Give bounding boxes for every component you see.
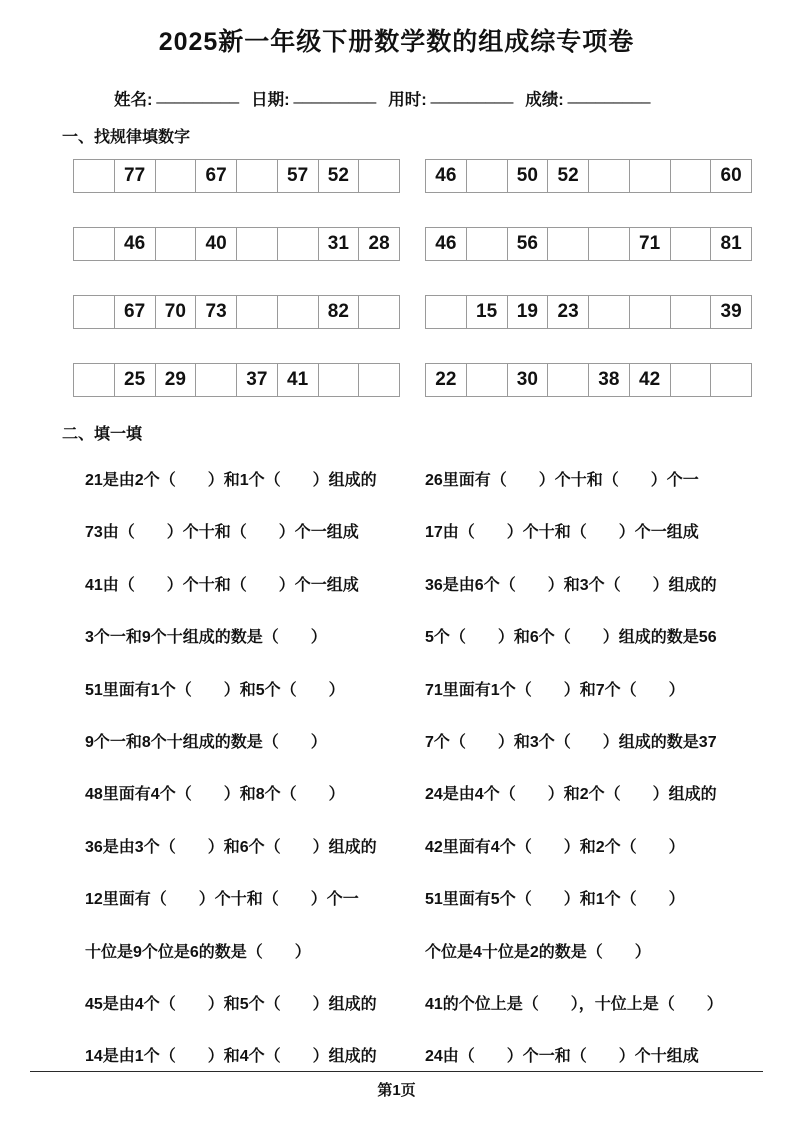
name-label: 姓名:	[114, 91, 153, 109]
grid-cell	[670, 228, 711, 260]
fill-item: 17由（ ）个十和（ ）个一组成	[425, 524, 699, 542]
fill-item: 36是由3个（ ）和6个（ ）组成的	[85, 838, 377, 856]
fill-item: 42里面有4个（ ）和2个（ ）	[425, 838, 685, 856]
grid-cell	[426, 296, 466, 328]
fill-item: 51里面有1个（ ）和5个（ ）	[85, 681, 345, 699]
fill-row-9	[0, 886, 793, 938]
grid-cell	[547, 364, 588, 396]
fill-row-2	[0, 519, 793, 571]
grid-cell: 22	[435, 369, 457, 390]
grid-cell: 57	[277, 160, 318, 192]
fill-row-1	[0, 467, 793, 519]
number-grid-4-right	[425, 363, 752, 397]
grid-cell	[74, 364, 114, 396]
grid-cell: 31	[318, 228, 359, 260]
grid-cell: 52	[547, 160, 588, 192]
fill-item: 7个（ ）和3个（ ）组成的数是37	[425, 733, 717, 751]
grid-cell: 19	[507, 296, 548, 328]
grid-cell: 23	[547, 296, 588, 328]
grid-cell	[588, 228, 629, 260]
grid-cell: 15	[466, 296, 507, 328]
grid-cell: 82	[318, 296, 359, 328]
number-grid-3-left	[73, 295, 400, 329]
score-blank: _________	[567, 86, 651, 104]
grid-cell: 30	[507, 364, 548, 396]
grid-row-2	[73, 227, 793, 261]
name-field	[114, 86, 239, 110]
number-grid-4-left	[73, 363, 400, 397]
fill-row-5	[0, 677, 793, 729]
fill-item: 24是由4个（ ）和2个（ ）组成的	[425, 786, 717, 804]
grid-cell: 37	[236, 364, 277, 396]
grid-cell	[588, 296, 629, 328]
grid-cell	[710, 364, 751, 396]
grid-cell: 70	[155, 296, 196, 328]
grid-row-1	[73, 159, 793, 193]
fill-item: 21是由2个（ ）和1个（ ）组成的	[85, 472, 377, 489]
fill-item: 36是由6个（ ）和3个（ ）组成的	[425, 576, 717, 594]
grid-cell: 60	[710, 160, 751, 192]
fill-in-list	[0, 467, 793, 1096]
grid-row-4	[73, 363, 793, 397]
score-label: 成绩:	[525, 91, 564, 109]
fill-item: 个位是4十位是2的数是（ ）	[425, 943, 651, 961]
grid-cell: 25	[114, 364, 155, 396]
grid-cell: 71	[629, 228, 670, 260]
time-used-field	[388, 86, 513, 110]
fill-item: 14是由1个（ ）和4个（ ）组成的	[85, 1048, 377, 1066]
number-grid-3-right	[425, 295, 752, 329]
grid-cell	[155, 160, 196, 192]
fill-row-8	[0, 834, 793, 886]
grid-cell: 67	[195, 160, 236, 192]
fill-item: 41由（ ）个十和（ ）个一组成	[85, 576, 359, 594]
fill-item: 十位是9个位是6的数是（ ）	[85, 943, 311, 961]
fill-item: 51里面有5个（ ）和1个（ ）	[425, 891, 685, 909]
grid-cell	[547, 228, 588, 260]
fill-item: 45是由4个（ ）和5个（ ）组成的	[85, 995, 377, 1013]
grid-cell	[670, 160, 711, 192]
fill-row-6	[0, 729, 793, 781]
grid-cell	[358, 296, 399, 328]
fill-item: 3个一和9个十组成的数是（ ）	[85, 629, 327, 647]
fill-item: 71里面有1个（ ）和7个（ ）	[425, 681, 685, 699]
grid-cell	[670, 364, 711, 396]
grid-cell: 46	[435, 165, 457, 186]
grid-cell	[74, 160, 114, 192]
number-grid-1-left	[73, 159, 400, 193]
grid-cell	[670, 296, 711, 328]
number-grid-2-right	[425, 227, 752, 261]
fill-row-4	[0, 624, 793, 676]
grid-cell	[236, 160, 277, 192]
grid-cell: 46	[114, 228, 155, 260]
fill-row-10	[0, 939, 793, 991]
number-grid-2-left	[73, 227, 400, 261]
grid-cell	[277, 228, 318, 260]
grid-cell	[277, 296, 318, 328]
grid-cell: 42	[629, 364, 670, 396]
grid-cell: 50	[507, 160, 548, 192]
grid-cell	[588, 160, 629, 192]
fill-item: 26里面有（ ）个十和（ ）个一	[425, 472, 699, 489]
grid-cell: 28	[358, 228, 399, 260]
grid-cell: 39	[710, 296, 751, 328]
grid-cell	[74, 228, 114, 260]
fill-item: 73由（ ）个十和（ ）个一组成	[85, 524, 359, 542]
grid-cell: 40	[195, 228, 236, 260]
section1-heading: 一、找规律填数字	[62, 129, 191, 146]
grid-cell	[466, 364, 507, 396]
grid-cell	[466, 228, 507, 260]
fill-item: 5个（ ）和6个（ ）组成的数是56	[425, 629, 717, 647]
grid-cell	[236, 296, 277, 328]
grid-cell: 81	[710, 228, 751, 260]
grid-cell	[195, 364, 236, 396]
grid-cell: 77	[114, 160, 155, 192]
grid-cell: 38	[588, 364, 629, 396]
grid-cell: 56	[507, 228, 548, 260]
grid-cell	[318, 364, 359, 396]
name-blank: _________	[156, 86, 240, 104]
fill-item: 48里面有4个（ ）和8个（ ）	[85, 786, 345, 804]
number-grid-1-right	[425, 159, 752, 193]
date-field	[251, 86, 376, 110]
fill-row-3	[0, 572, 793, 624]
grid-cell	[466, 160, 507, 192]
fill-row-7	[0, 781, 793, 833]
time-used-label: 用时:	[388, 91, 427, 109]
grid-cell	[358, 160, 399, 192]
meta-row	[114, 86, 793, 110]
fill-item: 41的个位上是（ ），十位上是（ ）	[425, 995, 723, 1013]
grid-cell: 67	[114, 296, 155, 328]
section2-heading: 二、填一填	[62, 426, 143, 443]
date-blank: _________	[293, 86, 377, 104]
fill-row-11	[0, 991, 793, 1043]
grid-cell	[358, 364, 399, 396]
grid-cell: 73	[195, 296, 236, 328]
grid-cell: 46	[435, 233, 457, 254]
grid-cell	[155, 228, 196, 260]
page-title: 2025新一年级下册数学数的组成综专项卷	[158, 28, 635, 56]
page-footer: 第1页	[30, 1071, 763, 1100]
grid-cell	[74, 296, 114, 328]
grid-row-3	[73, 295, 793, 329]
date-label: 日期:	[251, 91, 290, 109]
grid-cell: 29	[155, 364, 196, 396]
grid-cell	[629, 160, 670, 192]
fill-item: 12里面有（ ）个十和（ ）个一	[85, 891, 359, 909]
grid-cell: 41	[277, 364, 318, 396]
grid-cell	[236, 228, 277, 260]
grid-cell: 52	[318, 160, 359, 192]
score-field	[525, 86, 650, 110]
grid-cell	[629, 296, 670, 328]
fill-item: 9个一和8个十组成的数是（ ）	[85, 733, 327, 751]
fill-item: 24由（ ）个一和（ ）个十组成	[425, 1048, 699, 1066]
time-used-blank: _________	[430, 86, 514, 104]
